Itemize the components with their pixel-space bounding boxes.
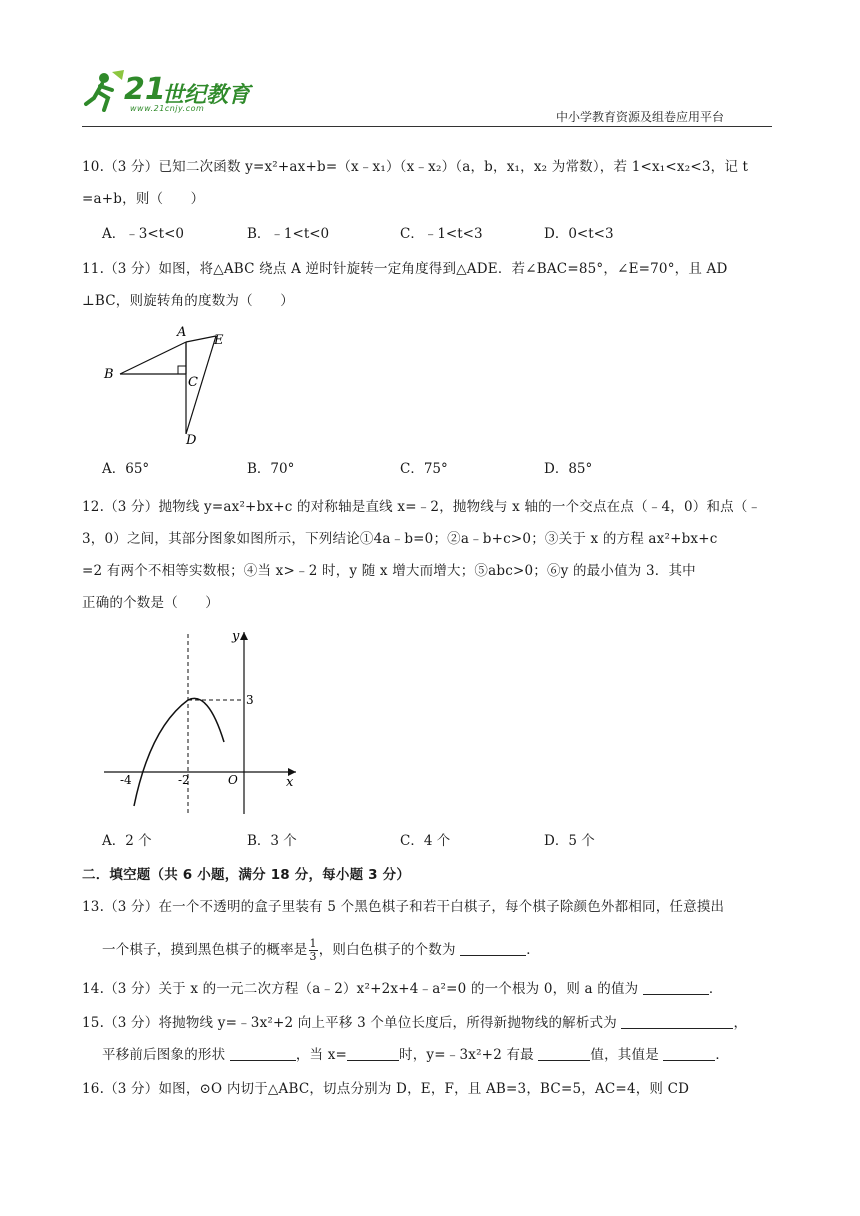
answer-blank-15d[interactable]	[538, 1046, 590, 1061]
platform-name: 中小学教育资源及组卷应用平台	[556, 110, 725, 124]
graph-label-3: 3	[246, 693, 254, 707]
q11-line1: 11.（3 分）如图，将△ABC 绕点 A 逆时针旋转一定角度得到△ADE．若∠BAC=85°，∠E=70°，且 AD	[82, 261, 728, 277]
q11-option-b: B．70°	[247, 461, 295, 477]
label-a: A	[177, 325, 187, 340]
graph-origin-label: O	[228, 773, 238, 787]
logo-url: www.21cnjy.com	[130, 104, 205, 113]
answer-blank-15c[interactable]	[347, 1046, 399, 1061]
fraction-numerator: 1	[309, 937, 317, 950]
graph-label-minus4: -4	[120, 773, 132, 787]
answer-blank-15a[interactable]	[621, 1014, 733, 1029]
graph-label-minus2: -2	[178, 773, 190, 787]
header-divider	[82, 126, 772, 127]
q16-line1: 16.（3 分）如图，⊙O 内切于△ABC，切点分别为 D，E，F，且 AB=3，BC=5，AC=4，则 CD	[82, 1081, 690, 1097]
q12-line2: 3，0）之间，其部分图象如图所示，下列结论①4a﹣b=0；②a﹣b+c>0；③关于 x 的方程 ax²+bx+c	[82, 531, 718, 547]
q12-option-c: C．4 个	[400, 833, 451, 849]
q10-line1: 10.（3 分）已知二次函数 y=x²+ax+b=（x﹣x₁）（x﹣x₂）（a，b，x₁，x₂ 为常数），若 1<x₁<x₂<3，记 t	[82, 159, 749, 175]
probability-fraction	[309, 938, 318, 963]
q12-option-d: D．5 个	[544, 833, 595, 849]
logo-number: 21	[124, 72, 166, 107]
q12-line4: 正确的个数是（ ）	[82, 595, 219, 611]
label-c: C	[188, 375, 198, 390]
label-b: B	[104, 367, 114, 382]
q15-line1-end: ，	[733, 1015, 748, 1031]
q10-option-a: A．﹣3<t<0	[102, 226, 184, 242]
q13-line1: 13.（3 分）在一个不透明的盒子里装有 5 个黑色棋子和若干白棋子，每个棋子除颜色外都相同，任意摸出	[82, 899, 725, 915]
q13-line2-prefix: 一个棋子，摸到黑色棋子的概率是	[102, 942, 308, 958]
q11-option-d: D．85°	[544, 461, 593, 477]
q15-line2-a: 平移前后图象的形状	[102, 1047, 226, 1063]
q12-line3: =2 有两个不相等实数根；④当 x>﹣2 时，y 随 x 增大而增大；⑤abc>0；⑥y 的最小值为 3．其中	[82, 563, 696, 579]
q13-line2	[102, 938, 540, 963]
q11-option-c: C．75°	[400, 461, 448, 477]
q10-option-d: D．0<t<3	[544, 226, 614, 242]
label-d: D	[186, 433, 197, 448]
answer-blank-14[interactable]	[643, 980, 709, 995]
q14-end: ．	[708, 981, 723, 997]
q15-line2-c: 时，y=﹣3x²+2 有最	[399, 1047, 534, 1063]
q15-line2	[102, 1046, 729, 1064]
graph-x-label: x	[286, 775, 294, 790]
section-2-title: 二．填空题（共 6 小题，满分 18 分，每小题 3 分）	[82, 867, 411, 883]
answer-blank-15b[interactable]	[230, 1046, 296, 1061]
q12-option-b: B．3 个	[247, 833, 297, 849]
label-e: E	[214, 333, 224, 348]
q15-line2-d: 值，其值是	[590, 1047, 659, 1063]
q15-line2-b: ，当 x=	[295, 1047, 348, 1063]
q10-option-c: C．﹣1<t<3	[400, 226, 483, 242]
q15-line1	[82, 1014, 747, 1032]
q13-line2-middle: ，则白色棋子的个数为	[318, 942, 456, 958]
q14-text: 14.（3 分）关于 x 的一元二次方程（a﹣2）x²+2x+4﹣a²=0 的一个根为 0，则 a 的值为	[82, 981, 639, 997]
q13-line2-end: ．	[526, 942, 540, 958]
runner-logo-icon	[82, 68, 130, 112]
q12-line1: 12.（3 分）抛物线 y=ax²+bx+c 的对称轴是直线 x=﹣2，抛物线与 x 轴的一个交点在点（﹣4，0）和点（﹣	[82, 499, 762, 515]
graph-y-label: y	[232, 629, 240, 644]
q10-option-b: B．﹣1<t<0	[247, 226, 330, 242]
rotation-triangle-figure	[100, 322, 240, 448]
parabola-graph	[100, 624, 300, 820]
q12-option-a: A．2 个	[102, 833, 152, 849]
q14-line	[82, 980, 723, 998]
q10-line2: =a+b，则（ ）	[82, 191, 205, 207]
logo-text: 世纪教育	[162, 83, 251, 108]
q15-line2-end: ．	[715, 1047, 730, 1063]
fraction-denominator: 3	[309, 950, 317, 963]
q15-line1-text: 15.（3 分）将抛物线 y=﹣3x²+2 向上平移 3 个单位长度后，所得新抛物线的解析式为	[82, 1015, 617, 1031]
q11-option-a: A．65°	[102, 461, 150, 477]
answer-blank-13[interactable]	[460, 941, 526, 956]
q11-line2: ⊥BC，则旋转角的度数为（ ）	[82, 293, 294, 309]
answer-blank-15e[interactable]	[663, 1046, 715, 1061]
